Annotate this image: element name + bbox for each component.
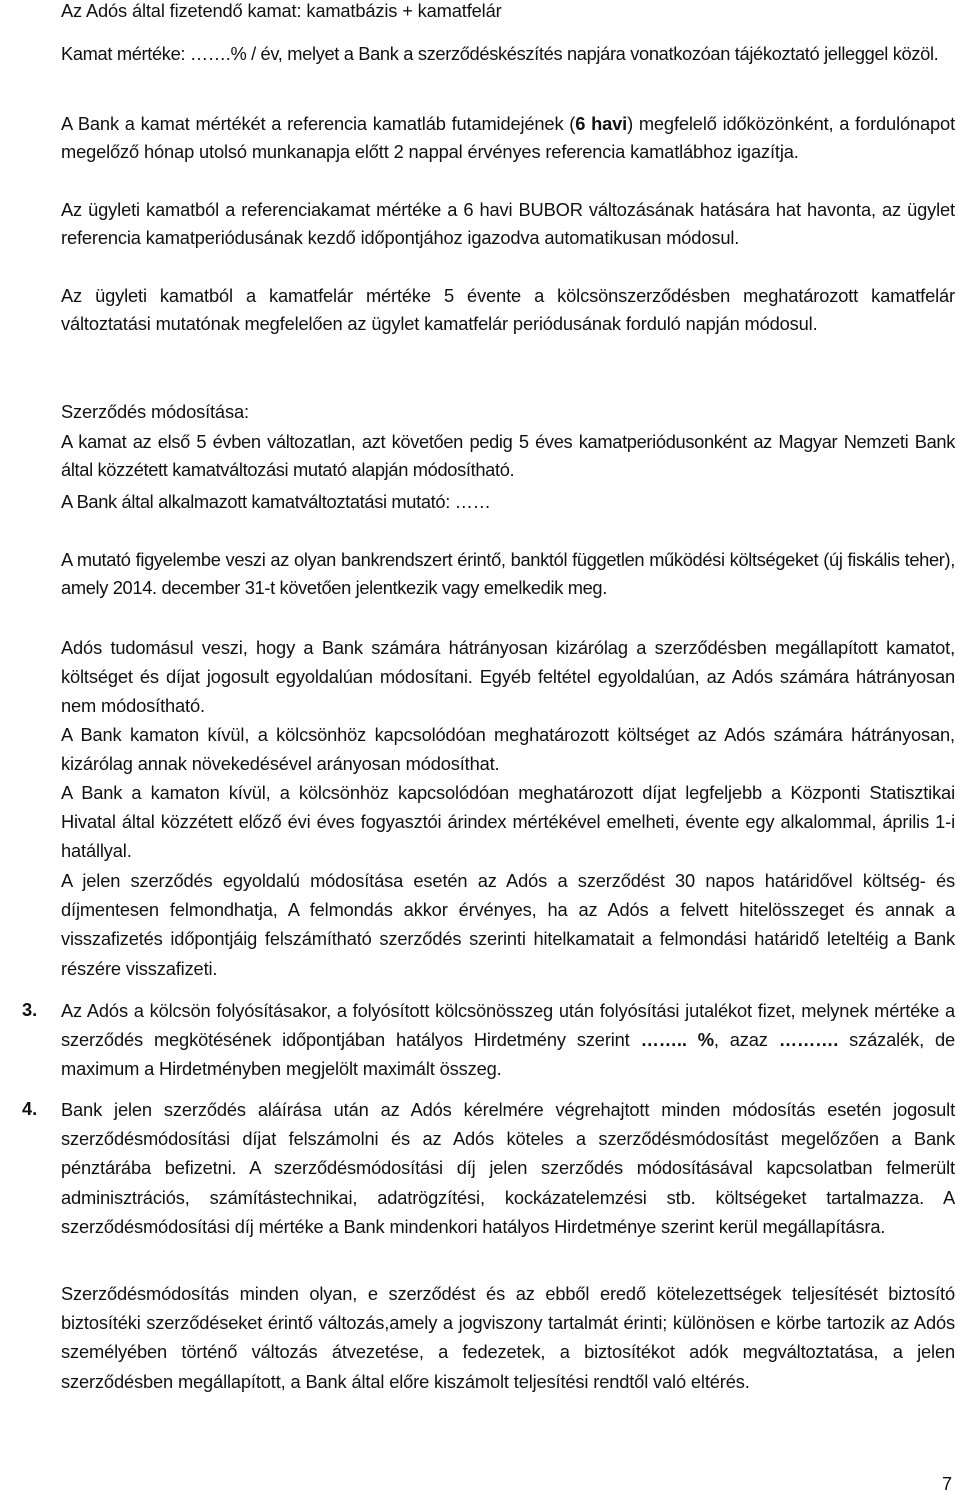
spread-paragraph: Az ügyleti kamatból a kamatfelár mértéke 5 évente a kölcsönszerződésben meghatározott kamatfelár változtatási mutatónak megfelelően az ügylet kamatfelár periódusának forduló napján módosul. xyxy=(61,285,955,334)
item-3-words-blank: ………. xyxy=(778,1029,839,1051)
contract-modification-heading: Szerződés módosítása: xyxy=(61,401,249,422)
cost-modification-paragraph: A Bank kamaton kívül, a kölcsönhöz kapcsolódóan meghatározott költséget az Adós számára hátrányosan, kizárólag annak növekedésével arányosan módosíthat. xyxy=(61,724,955,775)
item-3-text-3: százalék, de maximum a Hirdetményben megjelölt maximált összeg. xyxy=(61,1029,956,1080)
index-scope-paragraph: A mutató figyelembe veszi az olyan bankrendszert érintő, banktól független működési költségeket (új fiskális teher), amely 2014. december 31-t követően jelentkezik vagy emelkedik meg. xyxy=(61,549,955,598)
item-3-number: 3. xyxy=(22,999,38,1020)
item-3-text-2: , azaz xyxy=(713,1029,779,1051)
mnb-index-paragraph: A kamat az első 5 évben változatlan, azt követően pedig 5 éves kamatperiódusonként az Magyar Nemzeti Bank által közzétett kamatváltozási mutató alapján módosítható. xyxy=(61,431,955,480)
item-4-number: 4. xyxy=(22,1098,38,1119)
termination-paragraph: A jelen szerződés egyoldalú módosítása esetén az Adós a szerződést 30 napos határidővel költség- és díjmentesen felmondhatja, A felmondás akkor érvényes, ha az Adós a felvett hitelösszeget és annak a visszafizetés időpontjáig felszámítható szerződés szerinti hitelkamatait a felmondási határidő leteltéig a Bank részére visszafizeti. xyxy=(61,870,955,979)
reference-rate-paragraph xyxy=(61,110,955,166)
bank-index-line: A Bank által alkalmazott kamatváltoztatási mutató: …… xyxy=(61,491,491,512)
item-4-paragraph-2: Szerződésmódosítás minden olyan, e szerződést és az ebből eredő kötelezettségek teljesítését biztosító biztosítéki szerződéseket érintő változás,amely a jogviszony tartalmát érinti; különösen e körbe tartozik az Adós személyében történő változás átvezetése, a fedezetek, a biztosítékot adók megváltoztatása, a jelen szerződésben megállapított, a Bank által előre kiszámolt teljesítési rendtől való eltérés. xyxy=(61,1283,955,1392)
page-number: 7 xyxy=(942,1474,953,1494)
item-4-paragraph-1: Bank jelen szerződés aláírása után az Adós kérelmére végrehajtott minden módosítás esetén jogosult szerződésmódosítási díjat felszámolni és az Adós köteles a szerződésmódosítást megelőzően a Bank pénztárába befizetni. A szerződésmódosítási díj jelen szerződés módosításával kapcsolatban felmerült adminisztrációs, számítástechnikai, adatrögzítési, kockázatelemzési stb. költségeket tartalmazza. A szerződésmódosítási díj mértéke a Bank mindenkori hatályos Hirdetménye szerint kerül megállapításra. xyxy=(61,1099,955,1237)
item-3-percent-blank: …….. % xyxy=(640,1029,714,1051)
interest-rate-paragraph: Kamat mértéke: …….% / év, melyet a Bank a szerződéskészítés napjára vonatkozóan tájékoztató jelleggel közöl. xyxy=(61,43,939,64)
bubor-paragraph: Az ügyleti kamatból a referenciakamat mértéke a 6 havi BUBOR változásának hatására hat havonta, az ügylet referencia kamatperiódusának kezdő időpontjához igazodva automatikusan módosul. xyxy=(61,199,955,248)
unilateral-modification-paragraph: Adós tudomásul veszi, hogy a Bank számára hátrányosan kizárólag a szerződésben megállapított kamatot, költséget és díjat jogosult egyoldalúan módosítani. Egyéb feltétel egyoldalúan, az Adós számára hátrányosan nem módosítható. xyxy=(61,637,955,717)
reference-rate-text-2: ) megfelelő időközönként, a fordulónapot megelőző hónap utolsó munkanapja előtt 2 nappal érvényes referencia kamatlábhoz igazítja. xyxy=(61,113,955,162)
interest-heading: Az Adós által fizetendő kamat: kamatbázis + kamatfelár xyxy=(61,0,502,21)
reference-rate-period: 6 havi xyxy=(575,113,628,134)
item-3-text-1: Az Adós a kölcsön folyósításakor, a folyósított kölcsönösszeg után folyósítási jutalékot fizet, melynek mértéke a szerződés megkötésének időpontjában hatályos Hirdetmény szerint xyxy=(61,1000,955,1051)
fee-modification-paragraph: A Bank a kamaton kívül, a kölcsönhöz kapcsolódóan meghatározott díjat legfeljebb a Központi Statisztikai Hivatal által közzétett előző évi éves fogyasztói árindex mértékével emelheti, évente egy alkalommal, április 1-i hatállyal. xyxy=(61,782,955,862)
reference-rate-text-1: A Bank a kamat mértékét a referencia kamatláb futamidejének ( xyxy=(61,113,576,134)
item-3-paragraph xyxy=(61,996,955,1084)
